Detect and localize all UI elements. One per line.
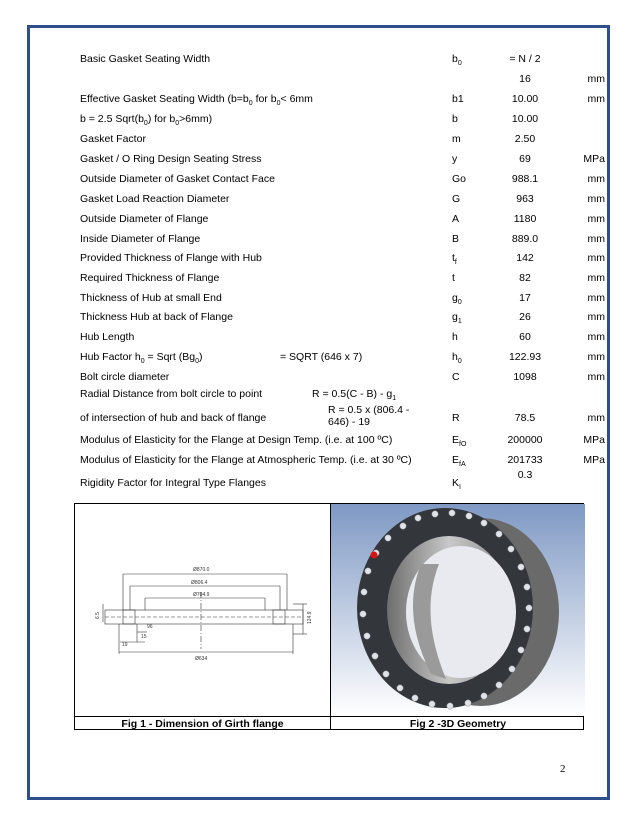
- parameter-label: Required Thickness of Flange: [80, 272, 220, 284]
- parameter-row: [80, 110, 610, 128]
- parameter-symbol: h: [452, 331, 458, 343]
- parameter-symbol: B: [452, 233, 460, 245]
- parameter-unit: mm: [587, 193, 605, 205]
- parameter-value: 69: [519, 153, 531, 165]
- parameter-unit: mm: [587, 331, 605, 343]
- parameter-label: Basic Gasket Seating Width: [80, 53, 211, 65]
- parameter-value: 26: [519, 311, 531, 323]
- parameter-symbol: y: [452, 153, 458, 165]
- parameter-unit: mm: [587, 311, 605, 323]
- parameter-row: [80, 348, 610, 366]
- modulus-atm-symbol: $E_{fA}$: [452, 454, 466, 469]
- parameter-row: [80, 150, 610, 168]
- parameter-value: 17: [519, 292, 531, 304]
- page-number: 2: [560, 763, 566, 775]
- parameter-symbol: m: [452, 133, 461, 145]
- parameter-symbol: b: [452, 113, 458, 125]
- radial-unit: mm: [587, 412, 605, 424]
- dim-label-height: 124.9: [307, 611, 313, 624]
- modulus-design-label: Modulus of Elasticity for the Flange at Design Temp. (i.e. at 100 ºC): [80, 434, 393, 446]
- parameter-row: [80, 230, 610, 248]
- dim-label-outer: Ø870.0: [193, 567, 210, 573]
- parameter-label: Thickness of Hub at small End: [80, 292, 222, 304]
- parameter-value: = N / 2: [509, 53, 541, 65]
- parameter-row: [80, 170, 610, 188]
- parameter-symbol: $t_f$: [452, 252, 457, 267]
- parameter-value: 889.0: [511, 233, 539, 245]
- parameter-symbol: t: [452, 272, 455, 284]
- parameter-unit: mm: [587, 213, 605, 225]
- parameter-row: [80, 269, 610, 287]
- parameter-value: 963: [516, 193, 534, 205]
- fig2-caption: Fig 2 -3D Geometry: [409, 718, 507, 730]
- parameter-unit: mm: [587, 233, 605, 245]
- parameter-unit: mm: [587, 93, 605, 105]
- parameter-symbol: $g_1$: [452, 311, 462, 326]
- parameter-row: [80, 368, 610, 386]
- parameter-unit: MPa: [583, 153, 605, 165]
- parameter-row: [80, 70, 610, 88]
- parameter-symbol: Go: [452, 173, 467, 185]
- parameter-value: 60: [519, 331, 531, 343]
- parameter-value: 82: [519, 272, 531, 284]
- radial-formula-1: $R = 0.5(C - B) - g_1$: [312, 388, 397, 403]
- parameter-label: b = 2.5 $Sqrt(b_0)$ for $b_0>6mm$): [80, 113, 213, 128]
- parameter-label: Outside Diameter of Gasket Contact Face: [80, 173, 275, 185]
- modulus-design-row: [80, 431, 610, 449]
- parameter-value: 1098: [513, 371, 537, 383]
- radial-row-2: [80, 404, 610, 428]
- fig1-caption: Fig 1 - Dimension of Girth flange: [121, 718, 284, 730]
- parameter-value: 10.00: [511, 93, 539, 105]
- parameter-row: [80, 328, 610, 346]
- parameter-unit: mm: [587, 252, 605, 264]
- parameter-row: [80, 308, 610, 326]
- figure-table: [74, 503, 584, 730]
- parameter-symbol: $h_0$: [452, 351, 462, 366]
- parameter-symbol: $b_0$: [452, 53, 462, 68]
- girth-flange-drawing: [75, 504, 329, 716]
- parameter-row: [80, 249, 610, 267]
- parameter-label: Hub Factor $h_0$ = Sqrt $(Bg_0)$: [80, 351, 203, 366]
- parameter-row: [80, 50, 610, 68]
- parameter-symbol: b1: [452, 93, 464, 105]
- dim-label-bottom: Ø634: [195, 656, 208, 662]
- radial-row-1: [80, 385, 610, 403]
- dim-label-hub-inner: 96: [147, 624, 153, 630]
- parameter-unit: mm: [587, 292, 605, 304]
- radial-value: 78.5: [514, 412, 536, 424]
- dim-label-inner: Ø704.9: [193, 592, 210, 598]
- parameter-label: Inside Diameter of Flange: [80, 233, 201, 245]
- parameter-unit: mm: [587, 272, 605, 284]
- parameter-label: Hub Length: [80, 331, 135, 343]
- rigidity-value: 0.3: [517, 469, 533, 481]
- modulus-atm-label: Modulus of Elasticity for the Flange at Atmospheric Temp. (i.e. at 30 ºC): [80, 454, 412, 466]
- parameter-row: [80, 90, 610, 108]
- radial-symbol: R: [452, 412, 460, 424]
- parameter-label: Gasket Load Reaction Diameter: [80, 193, 230, 205]
- dim-label-hub-small: 15: [141, 634, 147, 640]
- parameter-label: Provided Thickness of Flange with Hub: [80, 252, 262, 264]
- parameter-label: Bolt circle diameter: [80, 371, 170, 383]
- modulus-design-value: 200000: [507, 434, 543, 446]
- parameter-label: Outside Diameter of Flange: [80, 213, 209, 225]
- rigidity-symbol: $K_I$: [452, 477, 461, 492]
- dim-label-side: 6.5: [95, 612, 101, 619]
- rigidity-label: Rigidity Factor for Integral Type Flanges: [80, 477, 266, 489]
- parameter-row: [80, 289, 610, 307]
- parameter-formula: = SQRT (646 x 7): [280, 351, 363, 363]
- parameter-unit: mm: [587, 173, 605, 185]
- parameter-symbol: $g_0$: [452, 292, 462, 307]
- radial-label-2: of intersection of hub and back of flange: [80, 412, 267, 424]
- flange-3d-render: [331, 504, 585, 716]
- parameter-unit: mm: [587, 371, 605, 383]
- parameter-symbol: A: [452, 213, 460, 225]
- parameter-value: 16: [519, 73, 531, 85]
- parameter-row: [80, 210, 610, 228]
- parameter-value: 988.1: [511, 173, 539, 185]
- parameter-symbol: G: [452, 193, 461, 205]
- modulus-design-symbol: $E_{fO}$: [452, 434, 467, 449]
- modulus-atm-value: 201733: [507, 454, 543, 466]
- parameter-label: Gasket Factor: [80, 133, 146, 145]
- parameter-label: Effective Gasket Seating Width ($b=b_0$ for $b_0< 6mm$: [80, 93, 313, 108]
- parameter-label: Thickness Hub at back of Flange: [80, 311, 233, 323]
- parameter-value: 142: [516, 252, 534, 264]
- parameter-symbol: C: [452, 371, 460, 383]
- parameter-value: 10.00: [511, 113, 539, 125]
- parameter-value: 1180: [513, 213, 537, 225]
- radial-label-1: Radial Distance from bolt circle to point: [80, 388, 263, 400]
- parameter-unit: mm: [587, 351, 605, 363]
- parameter-label: Gasket / O Ring Design Seating Stress: [80, 153, 262, 165]
- parameter-row: [80, 190, 610, 208]
- parameter-row: [80, 130, 610, 148]
- parameter-unit: mm: [587, 73, 605, 85]
- marker-point: [371, 552, 378, 559]
- modulus-atm-unit: MPa: [583, 454, 605, 466]
- modulus-design-unit: MPa: [583, 434, 605, 446]
- parameter-value: 122.93: [508, 351, 542, 363]
- dim-label-bolt: Ø806.4: [191, 580, 208, 586]
- dim-label-hub: 19: [122, 642, 128, 648]
- rigidity-row: [80, 470, 610, 494]
- parameter-value: 2.50: [514, 133, 536, 145]
- radial-formula-2: R = 0.5 x (806.4 - 646) - 19: [328, 404, 410, 428]
